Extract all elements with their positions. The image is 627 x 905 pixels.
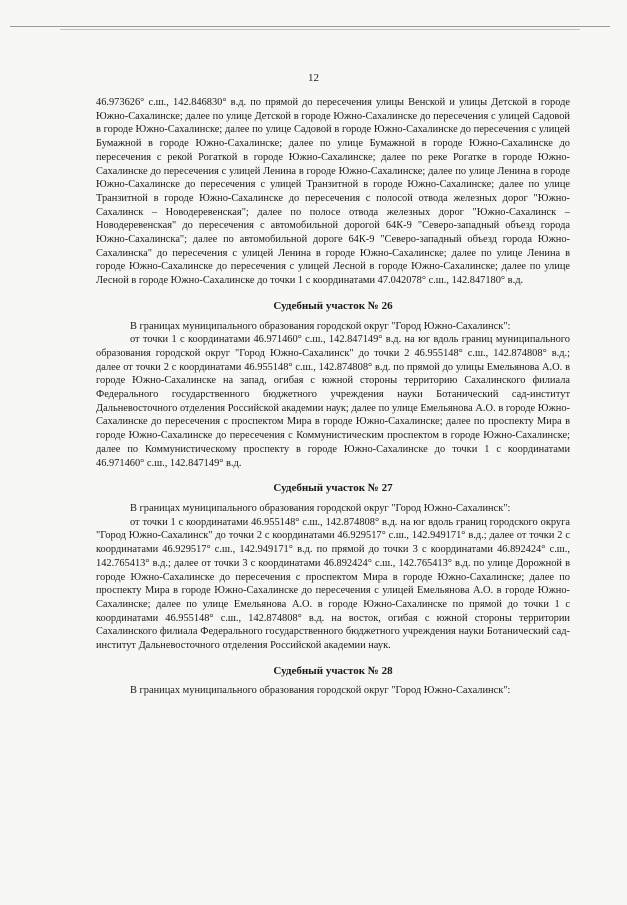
section-heading-26: Судебный участок № 26: [273, 299, 393, 312]
section-28-boundary-intro: В границах муниципального образования городской округ "Город Южно-Сахалинск":: [130, 685, 511, 697]
section-27-description: от точки 1 с координатами 46.955148° с.ш., 142.874808° в.д. на юг вдоль границ городского округа "Город Южно-Сахалинск" до точки 2 с координатами 46.929517° с.ш., 142.949171° в.д.; далее от точки 2 с координатами 46.929517° с.ш., 142.949171° в.д. по прямой до точки 3 с координатами 46.892424° с.ш., 142.765413° в.д.; далее от точки 3 с координатами 46.892424° с.ш., 142.765413° в.д. по улице Дорожной в городе Южно-Сахалинске до пересечения с проспектом Мира в городе Южно-Сахалинске; далее по проспекту Мира в городе Южно-Сахалинске до пересечения с улицей Емельянова А.О. в городе Южно-Сахалинске; далее по улице Емельянова А.О. в городе Южно-Сахалинске по прямой до точки 1 с координатами 46.955148° с.ш., 142.874808° в.д. на восток, огибая с южной стороны территории Сахалинского филиала Федерального государственного бюджетного учреждения науки Ботанический сад-институт Дальневосточного отделения Российской академии наук.: [96, 516, 570, 652]
page-number: 12: [308, 72, 319, 84]
intro-paragraph: 46.973626° с.ш., 142.846830° в.д. по прямой до пересечения улицы Венской и улицы Детской в городе Южно-Сахалинске; далее по улице Детской в городе Южно-Сахалинске до пересечения с улицей Садовой в городе Южно-Сахалинске; далее по улице Садовой в городе Южно-Сахалинске до пересечения с улицей Бумажной в городе Южно-Сахалинске; далее по улице Бумажной в городе Южно-Сахалинске до пересечения с рекой Рогаткой в городе Южно-Сахалинске; далее по реке Рогатке в городе Южно-Сахалинске до пересечения с улицей Ленина в городе Южно-Сахалинске; далее по улице Ленина в городе Южно-Сахалинске до пересечения с улицей Транзитной в городе Южно-Сахалинске; далее по улице Транзитной в городе Южно-Сахалинске до пересечения с полосой отвода железных дорог "Южно-Сахалинск – Новодеревенская"; далее по полосе отвода железных дорог "Южно-Сахалинск – Новодеревенская" до пересечения с автомобильной дорогой 64К-9 "Северо-западный объезд города Южно-Сахалинска"; далее по автомобильной дороге 64К-9 "Северо-западный объезд города Южно-Сахалинска" до пересечения с улицей Ленина в городе Южно-Сахалинске; далее по улице Ленина в городе Южно-Сахалинске до пересечения с улицей Лесной в городе Южно-Сахалинске; далее по улице Лесной в городе Южно-Сахалинске до точки 1 с координатами 47.042078° с.ш., 142.847180° в.д.: [96, 97, 570, 287]
document-body: [96, 96, 570, 698]
section-27-boundary-intro: В границах муниципального образования городской округ "Город Южно-Сахалинск":: [130, 502, 511, 514]
section-heading-27: Судебный участок № 27: [273, 482, 393, 495]
section-26-description: от точки 1 с координатами 46.971460° с.ш., 142.847149° в.д. на юг вдоль границ муниципального образования городской округ "Город Южно-Сахалинск" до точки 2 46.955148° с.ш., 142.874808° в.д.; далее от точки 2 с координатами 46.955148° с.ш., 142.874808° в.д. по прямой до улицы Емельянова А.О. в городе Южно-Сахалинске на запад, огибая с южной стороны территорию Сахалинского филиала Федерального государственного бюджетного учреждения науки Ботанический сад-институт Дальневосточного отделения Российской академии наук; далее по улице Емельянова А.О. в городе Южно-Сахалинске до пересечения с проспектом Мира в городе Южно-Сахалинске; далее по проспекту Мира в городе Южно-Сахалинске до пересечения с Коммунистическим проспектом в городе Южно-Сахалинске; далее по Коммунистическому проспекту в городе Южно-Сахалинске до точки 1 с координатами 46.971460° с.ш., 142.847149° в.д.: [96, 334, 570, 469]
section-heading-28: Судебный участок № 28: [273, 664, 393, 677]
section-26-boundary-intro: В границах муниципального образования городской округ "Город Южно-Сахалинск":: [130, 320, 511, 332]
scan-edge-artifact: [0, 24, 627, 34]
